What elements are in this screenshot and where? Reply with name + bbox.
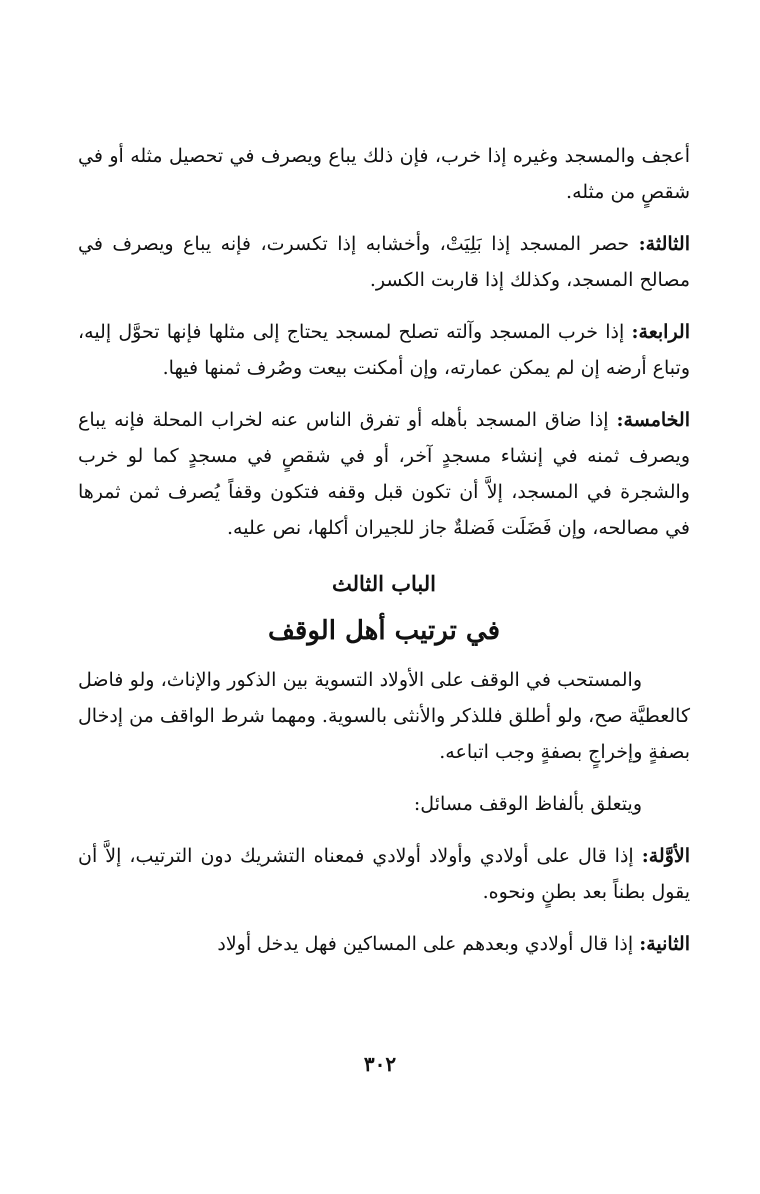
paragraph-5-text: والمستحب في الوقف على الأولاد التسوية بين الذكور والإناث، ولو فاضل كالعطيَّة صح، ولو أطلق فللذكر والأنثى بالسوية. ومهما شرط الواقف من إدخال بصفةٍ وإخراجٍ بصفةٍ وجب اتباعه. <box>78 669 690 763</box>
third-issue-text: حصر المسجد إذا بَلِيَتْ، وأخشابه إذا تكسرت، فإنه يباع ويصرف في مصالح المسجد، وكذلك إذا قاربت الكسر. <box>78 233 690 291</box>
paragraph-first-issue <box>78 838 690 910</box>
chapter-heading: الباب الثالث <box>331 571 437 596</box>
page-number: ٣٠٢ <box>363 1052 397 1076</box>
paragraph-6 <box>78 786 690 822</box>
second-issue-text: إذا قال أولادي وبعدهم على المساكين فهل يدخل أولاد <box>217 933 640 955</box>
paragraph-second-issue <box>78 926 690 962</box>
fourth-issue-text: إذا خرب المسجد وآلته تصلح لمسجد يحتاج إلى مثلها فإنها تحوَّل إليه، وتباع أرضه إن لم يمكن عمارته، وإن أمكنت بيعت وصُرف ثمنها فيها. <box>78 321 690 379</box>
paragraph-fourth-issue <box>78 314 690 386</box>
third-issue-label: الثالثة: <box>638 233 690 255</box>
fifth-issue-text: إذا ضاق المسجد بأهله أو تفرق الناس عنه لخراب المحلة فإنه يباع ويصرف ثمنه في إنشاء مسجدٍ آخر، أو في شقصٍ في مسجدٍ كما لو خرب والشجرة في المسجد، إلاَّ أن تكون قبل وقفه فتكون وقفاً يُصرف ثمن ثمرها في مصالحه، وإن فَضَلَت فَضلةٌ جاز للجيران أكلها، نص عليه. <box>78 409 690 539</box>
paragraph-5 <box>78 662 690 770</box>
paragraph-fifth-issue <box>78 402 690 546</box>
chapter-subheading: في ترتيب أهل الوقف <box>268 616 500 646</box>
fifth-issue-label: الخامسة: <box>616 409 690 431</box>
paragraph-third-issue <box>78 226 690 298</box>
paragraph-1-text: أعجف والمسجد وغيره إذا خرب، فإن ذلك يباع ويصرف في تحصيل مثله أو في شقصٍ من مثله. <box>78 145 690 203</box>
page-body <box>78 138 690 978</box>
paragraph-6-text: ويتعلق بألفاظ الوقف مسائل: <box>413 793 642 815</box>
fourth-issue-label: الرابعة: <box>631 321 690 343</box>
first-issue-label: الأوَّلة: <box>641 845 690 867</box>
second-issue-label: الثانية: <box>639 933 690 955</box>
paragraph-1 <box>78 138 690 210</box>
first-issue-text: إذا قال على أولادي وأولاد أولادي فمعناه التشريك دون الترتيب، إلاَّ أن يقول بطناً بعد بطنٍ ونحوه. <box>78 845 690 903</box>
